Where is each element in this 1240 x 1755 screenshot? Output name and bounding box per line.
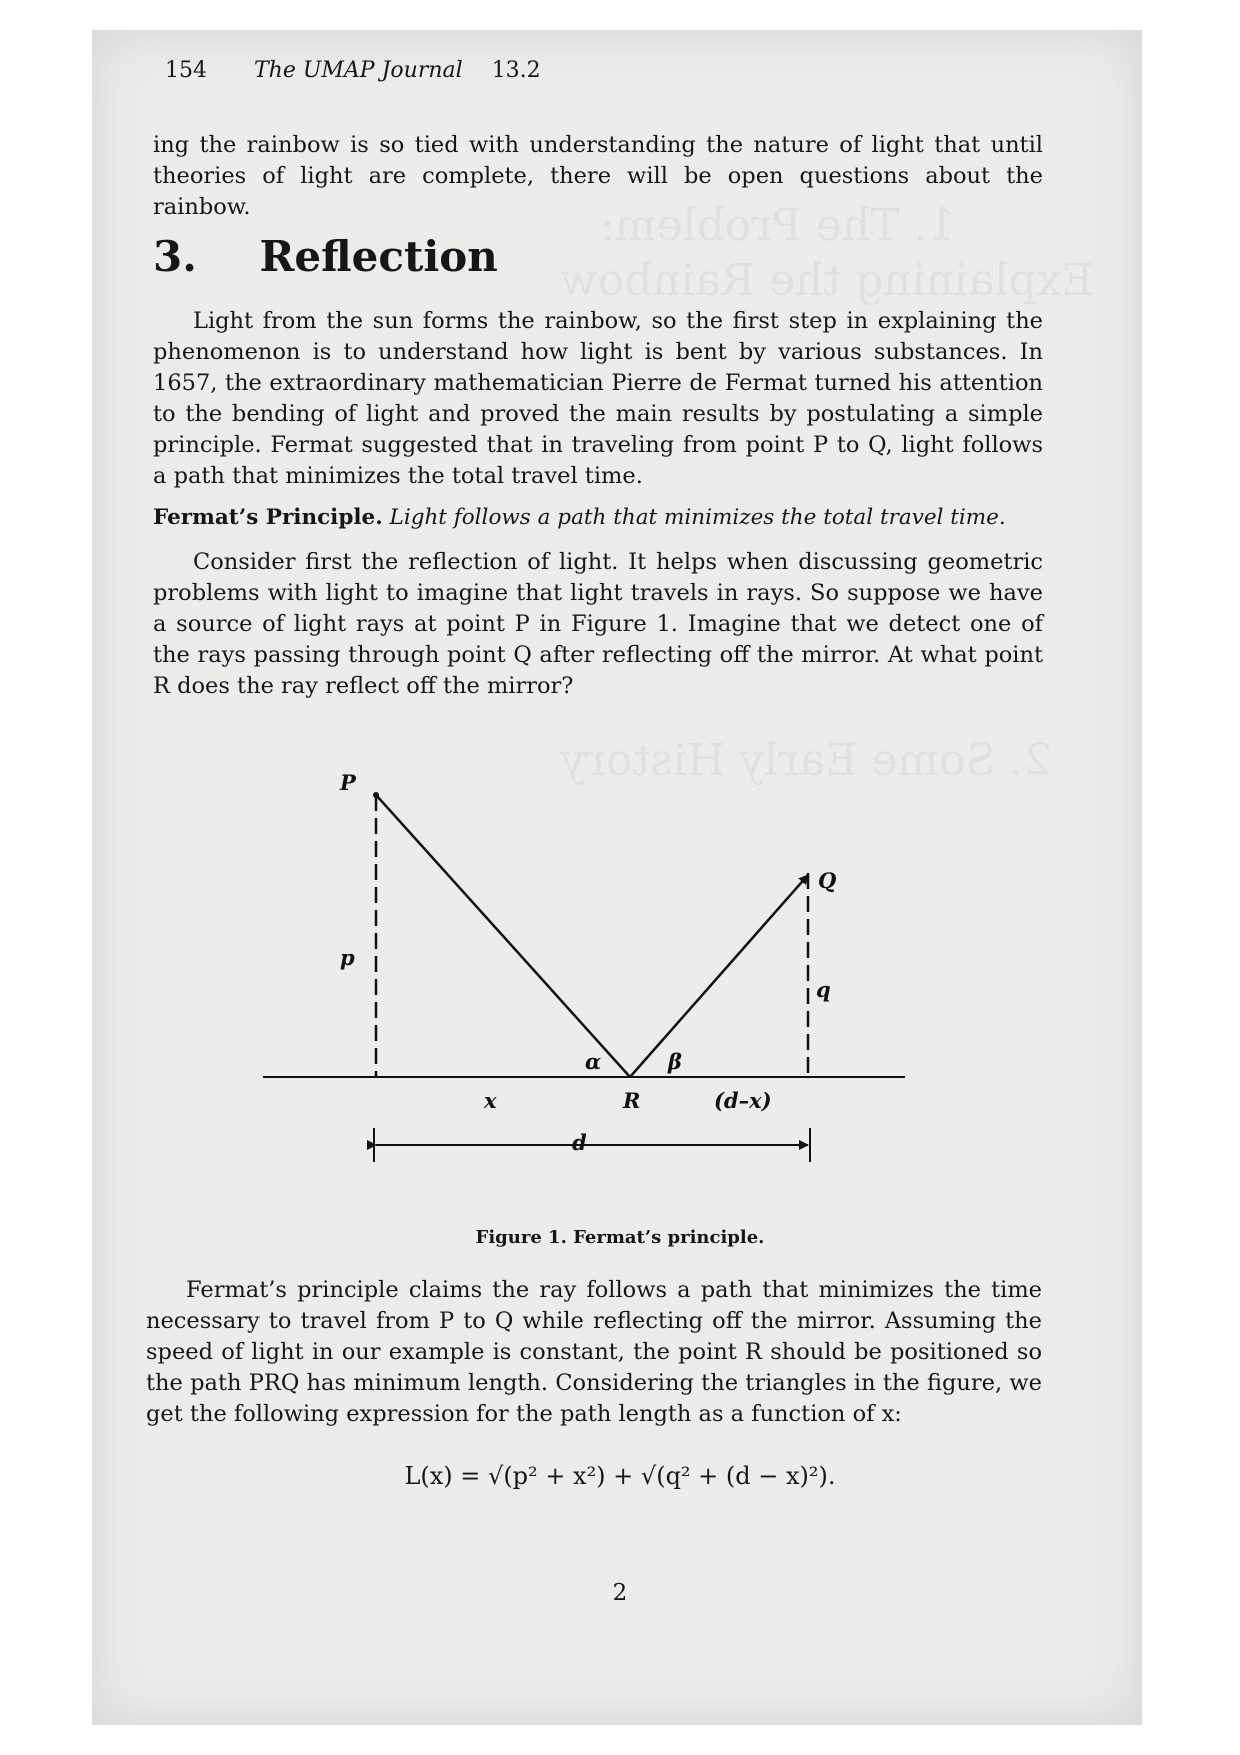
point-p-dot (373, 792, 379, 798)
label-Q: Q (818, 868, 837, 893)
label-q: q (816, 977, 831, 1002)
bleed-through-heading-1: 1. The Problem: (600, 200, 956, 251)
label-beta: β (668, 1049, 682, 1074)
intro-text: ing the rainbow is so tied with understanding the nature of light that until theories of light are complete, there will be open questions about the rainbow. (153, 132, 1043, 220)
incident-ray (376, 795, 630, 1077)
label-P: P (340, 770, 356, 795)
section-number: 3. (153, 232, 197, 281)
label-d-minus-x: (d–x) (714, 1088, 772, 1113)
bleed-through-heading-3: 2. Some Early History (560, 735, 1052, 786)
label-R: R (623, 1088, 641, 1113)
label-d: d (572, 1130, 587, 1155)
header-volume: 13.2 (491, 58, 541, 83)
principle-label: Fermat’s Principle. (153, 505, 383, 530)
paragraph-1-text: Light from the sun forms the rainbow, so the first step in explaining the phenomenon is to understand how light is bent by various substances. In 1657, the extraordinary mathematician Pierre de Fermat turned his attention to the bending of light and proved the main results by postulating a simple principle. Fermat suggested that in traveling from point P to Q, light follows a path that minimizes the total travel time. (153, 308, 1043, 489)
path-length-equation: L(x) = √(p² + x²) + √(q² + (d − x)²). (404, 1462, 836, 1490)
footer-page-number: 2 (612, 1580, 628, 1606)
label-alpha: α (585, 1049, 602, 1074)
header-journal-title: The UMAP Journal (254, 58, 463, 83)
section-title: Reflection (259, 232, 498, 281)
paragraph-2-text: Consider first the reflection of light. It helps when discussing geometric problems with light to imagine that light travels in rays. So suppose we have a source of light rays at point P in Figure 1. Imagine that we detect one of the rays passing through point Q after reflecting off the mirror. At what point R does the ray reflect off the mirror? (153, 549, 1043, 699)
header-page-number: 154 (165, 58, 207, 83)
paragraph-3 (146, 1275, 1042, 1430)
reflected-ray (630, 875, 808, 1077)
label-x: x (484, 1088, 497, 1113)
paragraph-3-text: Fermat’s principle claims the ray follows a path that minimizes the time necessary to travel from P to Q while reflecting off the mirror. Assuming the speed of light in our example is constant, the point R should be positioned so the path PRQ has minimum length. Considering the triangles in the figure, we get the following expression for the path length as a function of x: (146, 1277, 1042, 1427)
bleed-through-heading-2: Explaining the Rainbow (560, 255, 1094, 306)
figure-caption: Figure 1. Fermat’s principle. (475, 1227, 765, 1248)
principle-statement: Light follows a path that minimizes the total travel time. (389, 505, 1006, 530)
label-p: p (340, 945, 355, 970)
